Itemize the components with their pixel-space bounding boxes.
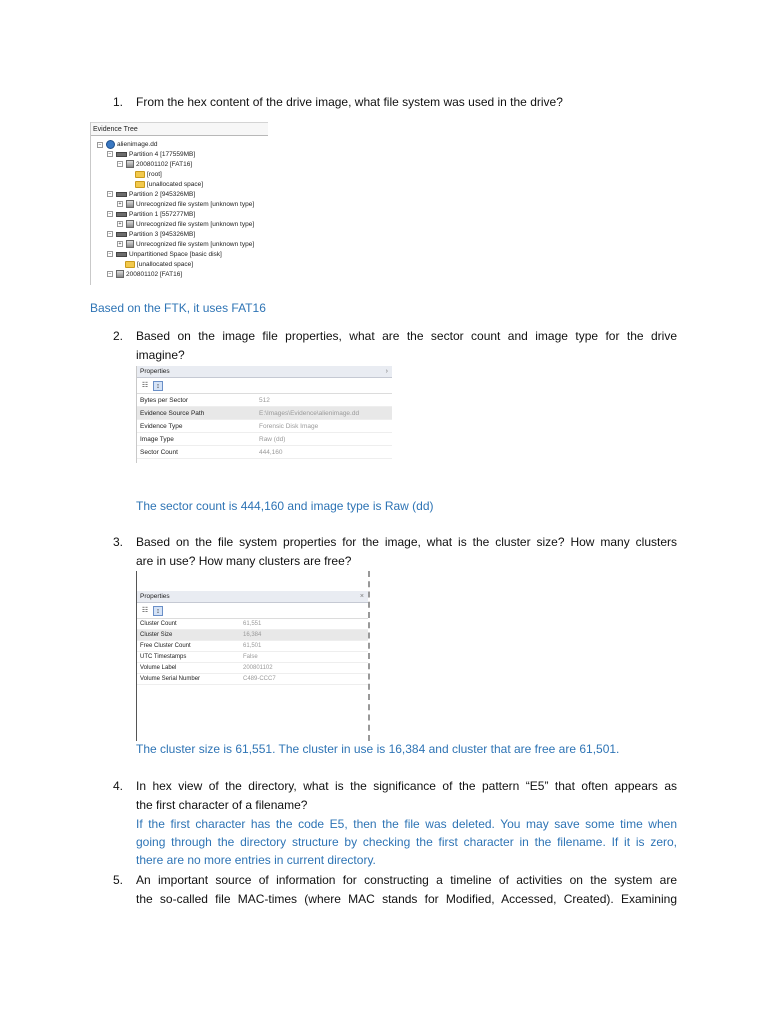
question-5 bbox=[113, 871, 677, 909]
tree-node-folder[interactable]: [unallocated space] bbox=[135, 180, 203, 190]
disk-image-icon bbox=[106, 140, 115, 149]
collapse-icon[interactable]: − bbox=[98, 141, 102, 148]
close-icon[interactable]: × bbox=[359, 593, 364, 600]
tree-node-partition[interactable]: − Partition 4 [177559MB] bbox=[108, 151, 196, 158]
question-text-line1: Based on the image file properties, what are the sector count and image type for the drive bbox=[136, 329, 677, 343]
alphabetical-sort-icon[interactable]: ↕ bbox=[153, 381, 163, 391]
collapse-icon[interactable]: − bbox=[108, 271, 112, 278]
tree-node-partition[interactable]: − Partition 1 [557277MB] bbox=[108, 211, 196, 218]
expand-icon[interactable]: + bbox=[118, 241, 122, 248]
chevron-right-icon[interactable]: › bbox=[385, 368, 388, 375]
question-text: From the hex content of the drive image, what file system was used in the drive? bbox=[136, 95, 563, 109]
question-number: 5. bbox=[113, 873, 124, 887]
answer-2: The sector count is 444,160 and image type is Raw (dd) bbox=[136, 499, 434, 513]
question-number: 3. bbox=[113, 535, 124, 549]
tree-node-partition[interactable]: − Partition 2 [945326MB] bbox=[108, 191, 196, 198]
property-row[interactable]: Sector Count 444,160 bbox=[137, 446, 392, 459]
folder-icon bbox=[135, 181, 145, 188]
volume-icon bbox=[126, 160, 134, 168]
partition-icon bbox=[116, 192, 127, 197]
tree-node-partition[interactable]: − Partition 3 [945326MB] bbox=[108, 231, 196, 238]
question-text-line1: In hex view of the directory, what is the significance of the pattern “E5” that often appears as bbox=[136, 779, 677, 793]
panel-spacer bbox=[137, 571, 368, 591]
folder-icon bbox=[125, 261, 135, 268]
question-number: 4. bbox=[113, 779, 124, 793]
property-row[interactable]: Image Type Raw (dd) bbox=[137, 433, 392, 446]
image-properties-panel bbox=[136, 366, 392, 463]
tree-node-folder[interactable]: [root] bbox=[135, 170, 162, 180]
property-row[interactable]: Evidence Type Forensic Disk Image bbox=[137, 420, 392, 433]
question-text-line2: imagine? bbox=[136, 348, 185, 362]
question-4 bbox=[113, 777, 677, 815]
property-row[interactable]: Free Cluster Count 61,501 bbox=[137, 641, 368, 652]
tree-node-filesystem[interactable]: + Unrecognized file system [unknown type] bbox=[118, 221, 255, 228]
answer-4 bbox=[136, 815, 677, 869]
question-number: 1. bbox=[113, 95, 124, 109]
panel-header: Properties × bbox=[137, 591, 368, 603]
tree-node-filesystem[interactable]: + Unrecognized file system [unknown type] bbox=[118, 241, 255, 248]
categorized-sort-icon[interactable]: ☷ bbox=[141, 382, 149, 389]
property-row[interactable]: Cluster Count 61,551 bbox=[137, 619, 368, 630]
answer-line: there are no more entries in current directory. bbox=[136, 853, 376, 867]
property-row[interactable]: Volume Serial Number C489-CCC7 bbox=[137, 674, 368, 685]
folder-icon bbox=[135, 171, 145, 178]
tree-node-folder[interactable]: [unallocated space] bbox=[125, 260, 193, 270]
question-text-line2: the first character of a filename? bbox=[136, 798, 308, 812]
answer-line: If the first character has the code E5, then the file was deleted. You may save some time when bbox=[136, 817, 677, 831]
panel-toolbar bbox=[137, 378, 392, 394]
evidence-tree-header: Evidence Tree bbox=[91, 122, 268, 136]
tree-node-image[interactable]: − alienimage.dd bbox=[98, 141, 158, 149]
question-number: 2. bbox=[113, 329, 124, 343]
volume-icon bbox=[116, 270, 124, 278]
property-row[interactable]: Cluster Size 16,384 bbox=[137, 630, 368, 641]
question-text-line2: the so-called file MAC-times (where MAC stands for Modified, Accessed, Created). Examining bbox=[136, 892, 677, 906]
partition-icon bbox=[116, 232, 127, 237]
question-2 bbox=[113, 327, 677, 365]
categorized-sort-icon[interactable]: ☷ bbox=[141, 607, 149, 614]
tree-node-unpartitioned[interactable]: − Unpartitioned Space [basic disk] bbox=[108, 251, 222, 258]
question-text-line1: Based on the file system properties for the image, what is the cluster size? How many clusters bbox=[136, 535, 677, 549]
property-row[interactable]: Evidence Source Path E:\Images\Evidence\alienimage.dd bbox=[137, 407, 392, 420]
tree-node-volume[interactable]: − 200801102 [FAT16] bbox=[108, 271, 183, 278]
volume-icon bbox=[126, 220, 134, 228]
answer-3: The cluster size is 61,551. The cluster in use is 16,384 and cluster that are free are 61,501. bbox=[136, 742, 620, 756]
filesystem-properties-panel bbox=[136, 571, 370, 741]
collapse-icon[interactable]: − bbox=[108, 191, 112, 198]
property-row[interactable]: UTC Timestamps False bbox=[137, 652, 368, 663]
property-row[interactable]: Volume Label 200801102 bbox=[137, 663, 368, 674]
question-3 bbox=[113, 533, 677, 571]
collapse-icon[interactable]: − bbox=[108, 251, 112, 258]
panel-header: Properties › bbox=[137, 366, 392, 378]
collapse-icon[interactable]: − bbox=[108, 211, 112, 218]
volume-icon bbox=[126, 240, 134, 248]
tree-node-volume[interactable]: − 200801102 [FAT16] bbox=[118, 161, 193, 168]
question-text-line1: An important source of information for constructing a timeline of activities on the system are bbox=[136, 873, 677, 887]
tree-node-filesystem[interactable]: + Unrecognized file system [unknown type] bbox=[118, 201, 255, 208]
answer-1: Based on the FTK, it uses FAT16 bbox=[90, 301, 266, 315]
alphabetical-sort-icon[interactable]: ↕ bbox=[153, 606, 163, 616]
collapse-icon[interactable]: − bbox=[108, 151, 112, 158]
expand-icon[interactable]: + bbox=[118, 201, 122, 208]
volume-icon bbox=[126, 200, 134, 208]
expand-icon[interactable]: + bbox=[118, 221, 122, 228]
panel-toolbar bbox=[137, 603, 368, 619]
collapse-icon[interactable]: − bbox=[108, 231, 112, 238]
collapse-icon[interactable]: − bbox=[118, 161, 122, 168]
answer-line: going through the directory structure by checking the first character in the filename. If it is zero, bbox=[136, 835, 677, 849]
partition-icon bbox=[116, 252, 127, 257]
evidence-tree-panel bbox=[90, 122, 268, 285]
property-row[interactable]: Bytes per Sector 512 bbox=[137, 394, 392, 407]
question-text-line2: are in use? How many clusters are free? bbox=[136, 554, 352, 568]
partition-icon bbox=[116, 212, 127, 217]
partition-icon bbox=[116, 152, 127, 157]
